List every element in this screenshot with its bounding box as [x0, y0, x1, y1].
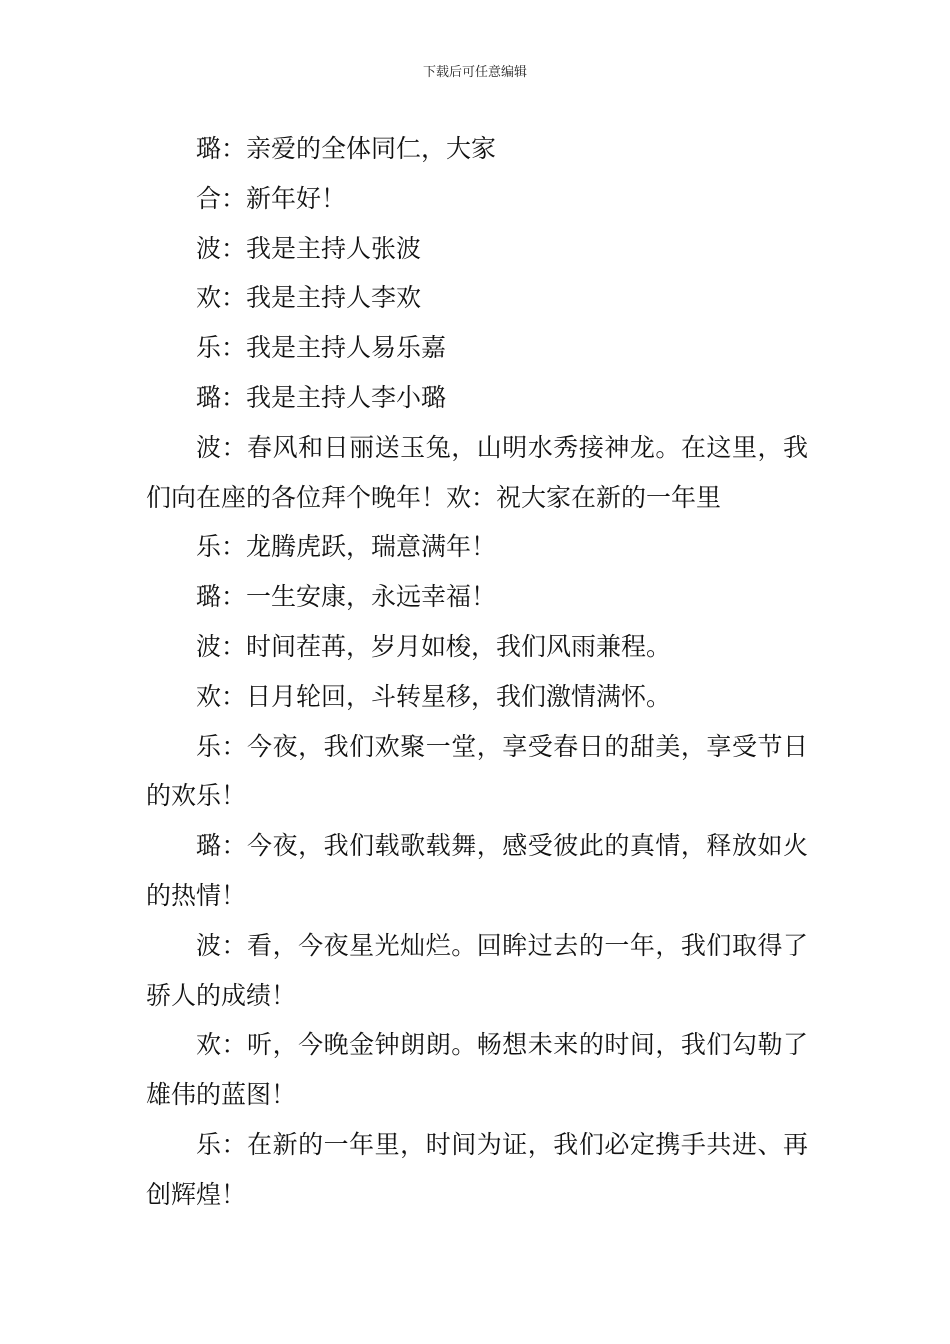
paragraph: 波：时间茬苒，岁月如梭，我们风雨兼程。	[196, 631, 672, 661]
document-body	[146, 124, 808, 1220]
paragraph: 欢：听，今晚金钟朗朗。畅想未来的时间，我们勾勒了雄伟的蓝图！	[146, 1030, 808, 1110]
paragraph: 合：新年好！	[196, 183, 347, 213]
paragraph: 波：我是主持人张波	[196, 233, 422, 263]
paragraph: 乐：今夜，我们欢聚一堂，享受春日的甜美，享受节日的欢乐！	[146, 731, 808, 811]
paragraph: 乐：我是主持人易乐嘉	[196, 333, 447, 363]
paragraph: 欢：我是主持人李欢	[196, 283, 422, 313]
paragraph: 璐：亲爱的全体同仁，大家	[196, 134, 497, 163]
paragraph: 波：看，今夜星光灿烂。回眸过去的一年，我们取得了骄人的成绩！	[146, 930, 808, 1010]
paragraph: 乐：在新的一年里，时间为证，我们必定携手共进、再创辉煌！	[146, 1129, 808, 1209]
paragraph: 璐：今夜，我们载歌载舞，感受彼此的真情，释放如火的热情！	[146, 831, 808, 910]
paragraph: 波：春风和日丽送玉兔，山明水秀接神龙。在这里，我们向在座的各位拜个晚年！欢：祝大家在新的一年里	[146, 432, 808, 512]
paragraph: 乐：龙腾虎跃，瑞意满年！	[196, 532, 497, 562]
paragraph: 欢：日月轮回，斗转星移，我们激情满怀。	[196, 681, 672, 711]
paragraph: 璐：一生安康，永远幸福！	[196, 582, 497, 612]
paragraph: 璐：我是主持人李小璐	[196, 382, 447, 412]
page-header-note: 下载后可任意编辑	[422, 65, 527, 80]
